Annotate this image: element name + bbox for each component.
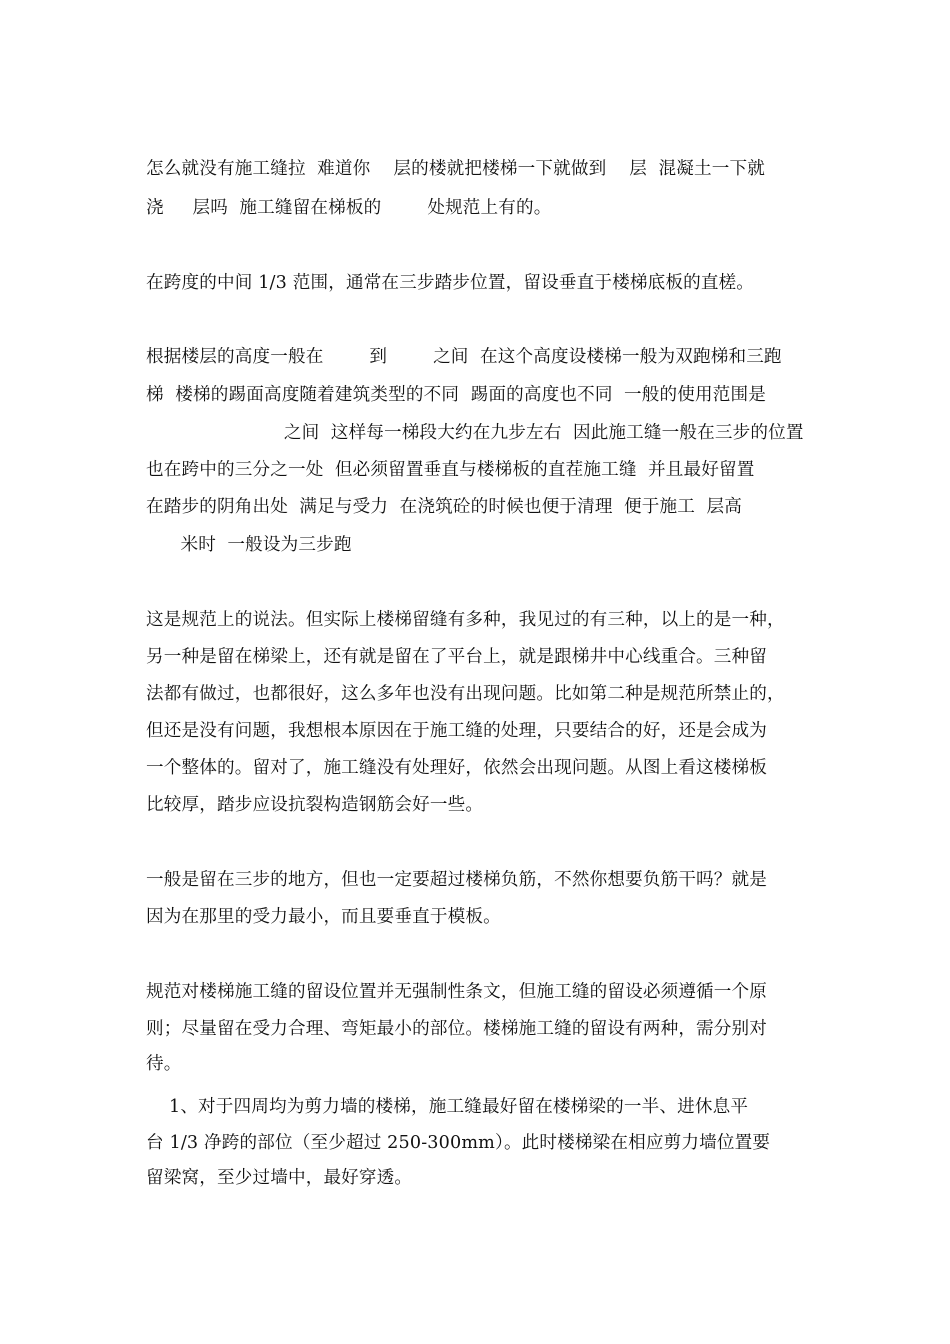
- text-line: 根据楼层的高度一般在 到 之间 在这个高度设楼梯一般为双跑梯和三跑: [146, 347, 782, 367]
- text-line: 也在跨中的三分之一处 但必须留置垂直与楼梯板的直茬施工缝 并且最好留置: [146, 460, 755, 480]
- text-line: 则；尽量留在受力合理、弯矩最小的部位。楼梯施工缝的留设有两种，需分别对: [146, 1019, 768, 1039]
- text-line: 在踏步的阴角出处 满足与受力 在浇筑砼的时候也便于清理 便于施工 层高: [146, 497, 742, 517]
- text-line: 1、对于四周均为剪力墙的楼梯，施工缝最好留在楼梯梁的一半、进休息平: [146, 1097, 749, 1117]
- text-line: 一般是留在三步的地方，但也一定要超过楼梯负筋，不然你想要负筋干吗？就是: [146, 870, 768, 890]
- text-line: 但还是没有问题，我想根本原因在于施工缝的处理，只要结合的好，还是会成为: [146, 721, 768, 741]
- text-line: 规范对楼梯施工缝的留设位置并无强制性条文，但施工缝的留设必须遵循一个原: [146, 982, 768, 1002]
- text-line: 浇 层吗 施工缝留在梯板的 处规范上有的。: [146, 198, 552, 218]
- text-line: 留梁窝，至少过墙中，最好穿透。: [146, 1168, 413, 1188]
- text-line: 比较厚，踏步应设抗裂构造钢筋会好一些。: [146, 795, 484, 815]
- text-line: 米时 一般设为三步跑: [146, 535, 352, 555]
- text-line: 法都有做过，也都很好，这么多年也没有出现问题。比如第二种是规范所禁止的，: [146, 684, 785, 704]
- text-line: 一个整体的。留对了，施工缝没有处理好，依然会出现问题。从图上看这楼梯板: [146, 758, 768, 778]
- text-line: 另一种是留在梯梁上，还有就是留在了平台上，就是跟梯井中心线重合。三种留: [146, 647, 768, 667]
- text-line: 因为在那里的受力最小，而且要垂直于模板。: [146, 907, 501, 927]
- text-line: 之间 这样每一梯段大约在九步左右 因此施工缝一般在三步的位置: [146, 423, 804, 443]
- text-line: 怎么就没有施工缝拉 难道你 层的楼就把楼梯一下就做到 层 混凝土一下就: [146, 159, 765, 179]
- text-line: 在跨度的中间 1/3 范围，通常在三步踏步位置，留设垂直于楼梯底板的直槎。: [146, 273, 755, 293]
- text-line: 这是规范上的说法。但实际上楼梯留缝有多种，我见过的有三种，以上的是一种，: [146, 610, 785, 630]
- text-line: 台 1/3 净跨的部位（至少超过 250-300mm）。此时楼梯梁在相应剪力墙位置要: [146, 1133, 771, 1153]
- text-line: 待。: [146, 1054, 182, 1074]
- text-line: 梯 楼梯的踢面高度随着建筑类型的不同 踢面的高度也不同 一般的使用范围是: [146, 385, 767, 405]
